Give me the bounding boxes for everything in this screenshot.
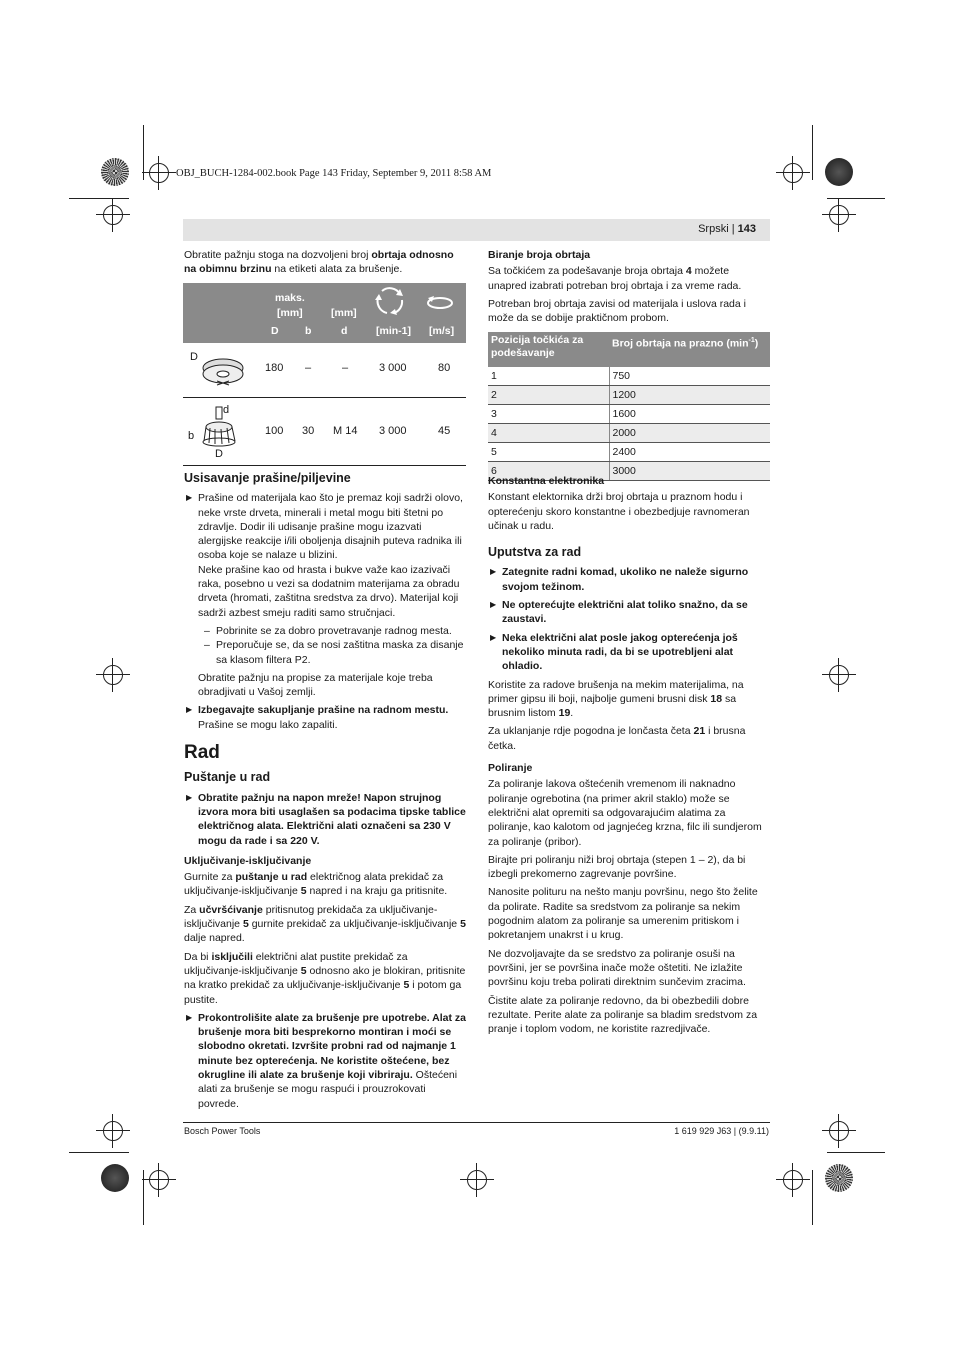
polishing-heading: Poliranje bbox=[488, 762, 533, 775]
footer-rule bbox=[183, 1122, 770, 1123]
registration-mark-icon bbox=[103, 665, 123, 685]
switch-paragraph: Gurnite za puštanje u rad električnog alata prekidač za uključivanje-isključivanje 5 napred i na kraju ga pritisnite. bbox=[184, 871, 448, 898]
page-number: 143 bbox=[737, 223, 756, 235]
tip-item: ▶ Zategnite radni komad, ukoliko ne naleže sigurno svojom težinom. bbox=[488, 565, 770, 594]
const-heading: Konstantna elektronika bbox=[488, 475, 605, 487]
color-wheel-icon bbox=[101, 158, 129, 186]
header-separator: | bbox=[731, 223, 735, 235]
dust-heading: Usisavanje prašine/piljevine bbox=[184, 471, 351, 485]
table-row: 2 1200 bbox=[488, 386, 770, 405]
spec-table-header: maks. [mm] [mm] D b d [min-1] [m/s] bbox=[183, 283, 466, 343]
intro-paragraph: Obratite pažnju stoga na dozvoljeni broj obrtaja odnosno na obimnu brzinu na etiketi alata za brušenje. bbox=[184, 249, 454, 276]
rotation-speed-icon bbox=[373, 285, 407, 317]
tip-item: ▶ Ne opterećujte električni alat toliko snažno, da se zaustavi. bbox=[488, 598, 770, 627]
crop-mark bbox=[827, 1152, 885, 1153]
registration-mark-icon bbox=[149, 163, 169, 183]
registration-mark-icon bbox=[103, 1121, 123, 1141]
start-warning: ▶ Obratite pažnju na napon mreže! Napon strujnog izvora mora biti usaglašen sa podacima tipske tablice električnog alata. Električni alati označeni sa 230 V mogu da rade i sa 220 V. bbox=[184, 791, 467, 848]
dust-warning: ▶ Prašine od materijala kao što je premaz koji sadrži olovo, neke vrste drveta, minerali i metal mogu biti štetni po zdravlje. Dodir ili udisanje prašine mogu izazvati alergijske reakcije i/ili oboljenja disajnih puteva radnika ili osoba koje se nalaze u blizini. bbox=[184, 491, 467, 562]
rpm-table-col-position: Pozicija točkića za podešavanje bbox=[488, 332, 609, 367]
polishing-paragraph: Ne dozvoljavajte da se sredstvo za poliranje osuši na površini, jer se površina inače može oštetiti. Ne izlažite površinu koju treba polirati direktnim sunčevim zracima. bbox=[488, 947, 746, 989]
table-row: 5 2400 bbox=[488, 443, 770, 462]
left-column bbox=[184, 459, 467, 1115]
switch-paragraph: Za učvršćivanje pritisnutog prekidača za uključivanje-isključivanje 5 gurnite prekidač za uključivanje-isključivanje 5 dalje napred. bbox=[184, 903, 466, 945]
cup-brush-icon bbox=[199, 405, 241, 453]
registration-mark-icon bbox=[783, 1170, 803, 1190]
color-wheel-icon bbox=[101, 1164, 129, 1192]
switch-heading: Uključivanje-isključivanje bbox=[184, 854, 312, 867]
crop-mark bbox=[812, 125, 813, 180]
crop-mark bbox=[143, 1170, 144, 1225]
grinding-disc-icon bbox=[193, 350, 245, 392]
polishing-paragraph: Nanosite polituru na nešto manju površinu, nego što želite da polirate. Radite sa sredstvom za poliranje sa nekim pogodnim alatom za poliranje sa umerenim pritiskom i pokretanjem unakrst i u krug. bbox=[488, 886, 758, 942]
registration-mark-icon bbox=[149, 1170, 169, 1190]
registration-mark-icon bbox=[467, 1170, 487, 1190]
dust-paragraph: Neke prašine kao od hrasta i bukve važe kao izazivači raka, posebno u vezi sa dodatnim materijama za obradu drveta (hromati, zaštitna sredstva za drvo). Materijal koji sadrži azbest smeju raditi samo stručnjaci. bbox=[198, 563, 460, 619]
footer-right: 1 619 929 J63 | (9.9.11) bbox=[674, 1126, 769, 1136]
dust-item: – Preporučuje se, da se nosi zaštitna maska za disanje sa klasom filtera P2. bbox=[184, 638, 467, 667]
footer-left: Bosch Power Tools bbox=[184, 1126, 261, 1136]
right-column bbox=[488, 474, 770, 1040]
table-row: 1 750 bbox=[488, 367, 770, 386]
speed-paragraph: Sa točkićem za podešavanje broja obrtaja 4 možete unapred izabrati potreban broj obrtaja i za vreme rada. bbox=[488, 265, 742, 292]
switch-paragraph: Da bi isključili električni alat pustite prekidač za uključivanje-isključivanje 5 odnosno ako je blokiran, pritisnite na kratko prekidač za uključivanje-isključivanje 5 i potom ga pustite. bbox=[184, 950, 466, 1006]
crop-mark bbox=[827, 198, 885, 199]
crop-mark bbox=[69, 1152, 129, 1153]
polishing-paragraph: Čistite alate za poliranje redovno, da bi obezbedili dobre rezultate. Perite alate za poliranje sa bladim sredstvom za pranje i toplom vodom, ne koristite razredjivače. bbox=[488, 994, 758, 1036]
start-heading: Puštanje u rad bbox=[184, 770, 271, 785]
dust-paragraph: Obratite pažnju na propise za materijale koje treba obradjivati u Vašoj zemlji. bbox=[198, 671, 433, 699]
spec-row-cup-brush: d b D 100 30 M 14 3 000 45 bbox=[183, 398, 466, 466]
dust-warning: ▶ Izbegavajte sakupljanje prašine na radnom mestu. bbox=[184, 703, 467, 717]
polishing-paragraph: Birajte pri poliranju niži broj obrtaja (stepen 1 – 2), da bi izbegli prekomerno zagrevanje površine. bbox=[488, 853, 746, 881]
registration-mark-icon bbox=[829, 1121, 849, 1141]
file-info: OBJ_BUCH-1284-002.book Page 143 Friday, September 9, 2011 8:58 AM bbox=[176, 168, 492, 179]
right-column-top bbox=[488, 248, 770, 329]
rpm-table-col-speed: Broj obrtaja na prazno $(\min^{-1})$ bbox=[609, 332, 770, 367]
circumferential-speed-icon bbox=[425, 293, 455, 313]
table-row: 4 2000 bbox=[488, 424, 770, 443]
left-intro bbox=[184, 248, 467, 281]
tips-heading: Uputstva za rad bbox=[488, 545, 582, 560]
tip-paragraph: Za uklanjanje rdje pogodna je lončasta četa 21 i brusna četka. bbox=[488, 725, 746, 752]
spec-row-disc: D 180 – – 3 000 80 bbox=[183, 345, 466, 398]
crop-mark bbox=[812, 1170, 813, 1225]
registration-mark-icon bbox=[829, 665, 849, 685]
polishing-paragraph: Za poliranje lakova oštećenih vremenom ili naknadno poliranje ogrebotina (na primer akril staklo) može se električni alat opremiti sa odgovarajućim alatima za poliranje, kao kalotom od jagnjećeg krzna, filc ili sundjerom za poliranje (pribor). bbox=[488, 778, 762, 848]
registration-mark-icon bbox=[829, 205, 849, 225]
dust-note: Prašine se mogu lako zapaliti. bbox=[198, 718, 338, 731]
color-wheel-icon bbox=[825, 158, 853, 186]
const-paragraph: Konstant elektornika drži broj obrtaja u praznom hodu i opterećenju skoro konstantne i obezbedjuje ravnomeran učinak u radu. bbox=[488, 491, 750, 532]
check-warning: ▶ Prokontrolišite alate za brušenje pre upotrebe. Alat za brušenje mora biti besprekorno montiran i moći se slobodno okretati. Izvršite probni rad od najmanje 1 minute bez opterećenja. Ne koristite oštećene, bez okrugline ili alate za brušenje koji vibriraju. Oštećeni alati za brušenje se mogu raspući i prouzrokovati povrede. bbox=[184, 1011, 467, 1111]
table-row: 6 3000 bbox=[488, 462, 770, 481]
table-row: 3 1600 bbox=[488, 405, 770, 424]
tip-item: ▶ Neka električni alat posle jakog opterećenja još nekoliko minuta radi, da bi se upotrebljeni alat ohladio. bbox=[488, 631, 770, 674]
speed-paragraph: Potreban broj obrtaja zavisi od materijala i uslova rada i može da se dobije praktičnom probom. bbox=[488, 297, 746, 325]
speed-heading: Biranje broja obrtaja bbox=[488, 249, 591, 261]
page-header bbox=[183, 219, 770, 241]
crop-mark bbox=[69, 198, 129, 199]
section-heading-rad: Rad bbox=[184, 742, 220, 764]
color-wheel-icon bbox=[825, 1164, 853, 1192]
registration-mark-icon bbox=[783, 163, 803, 183]
rpm-table bbox=[488, 332, 770, 481]
tip-paragraph: Koristite za radove brušenja na mekim materijalima, na primer gipsu ili boji, najbolje gumeni brusni disk 18 sa brusnim listom 19. bbox=[488, 678, 744, 720]
registration-mark-icon bbox=[103, 205, 123, 225]
header-language: Srpski bbox=[698, 223, 729, 235]
dust-item: – Pobrinite se za dobro provetravanje radnog mesta. bbox=[184, 624, 467, 638]
